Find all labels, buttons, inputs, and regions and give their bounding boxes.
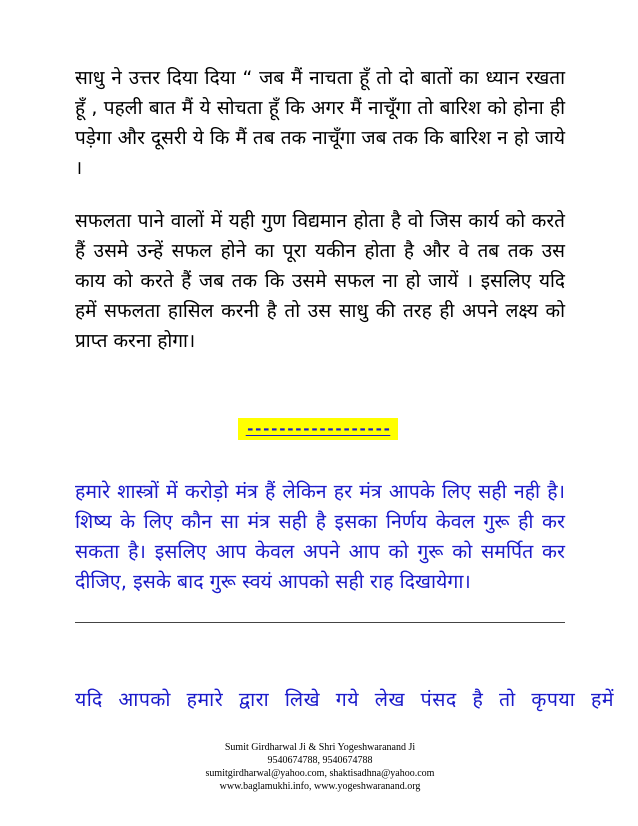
paragraph-request-line: यदि आपको हमारे द्वारा लिखे गये लेख पंसद है तो कृपया हमें xyxy=(75,688,615,711)
paragraph-mantra-guru: हमारे शास्त्रों में करोड़ो मंत्र हैं लेकिन हर मंत्र आपके लिए सही नही है। शिष्य के लिए कौन सा मंत्र सही है इसका निर्णय केवल गुरू ही कर सकता है। इसलिए आप केवल अपने आप को गुरू को समर्पित कर दीजिए, इसके बाद गुरू स्वयं आपको सही राह दिखायेगा। xyxy=(75,480,565,593)
footer-authors: Sumit Girdharwal Ji & Shri Yogeshwaranand Ji xyxy=(224,742,416,753)
highlighted-divider: ------------------ xyxy=(238,418,398,440)
footer-websites: www.baglamukhi.info, www.yogeshwaranand.org xyxy=(219,781,421,792)
footer-emails: sumitgirdharwal@yahoo.com, shaktisadhna@yahoo.com xyxy=(205,768,435,779)
paragraph-success-quality: सफलता पाने वालों में यही गुण विद्यमान होता है वो जिस कार्य को करते हैं उसमे उन्हें सफल होने का पूरा यकीन होता है और वे तब तक उस काय को करते हैं जब तक कि उसमे सफल ना हो जायें । इसलिए यदि हमें सफलता हासिल करनी है तो उस साधु की तरह ही अपने लक्ष्य को प्राप्त करना होगा। xyxy=(75,210,565,352)
footer-phones: 9540674788, 9540674788 xyxy=(267,755,373,766)
page-footer xyxy=(150,741,490,793)
paragraph-sadhu-answer: साधु ने उत्तर दिया दिया “ जब मैं नाचता हूँ तो दो बातों का ध्यान रखता हूँ , पहली बात मैं ये सोचता हूँ कि अगर मैं नाचूँगा तो बारिश को होना ही पड़ेगा और दूसरी ये कि मैं तब तक नाचूँगा जब तक कि बारिश न हो जाये । xyxy=(75,67,565,179)
horizontal-rule xyxy=(75,622,565,623)
